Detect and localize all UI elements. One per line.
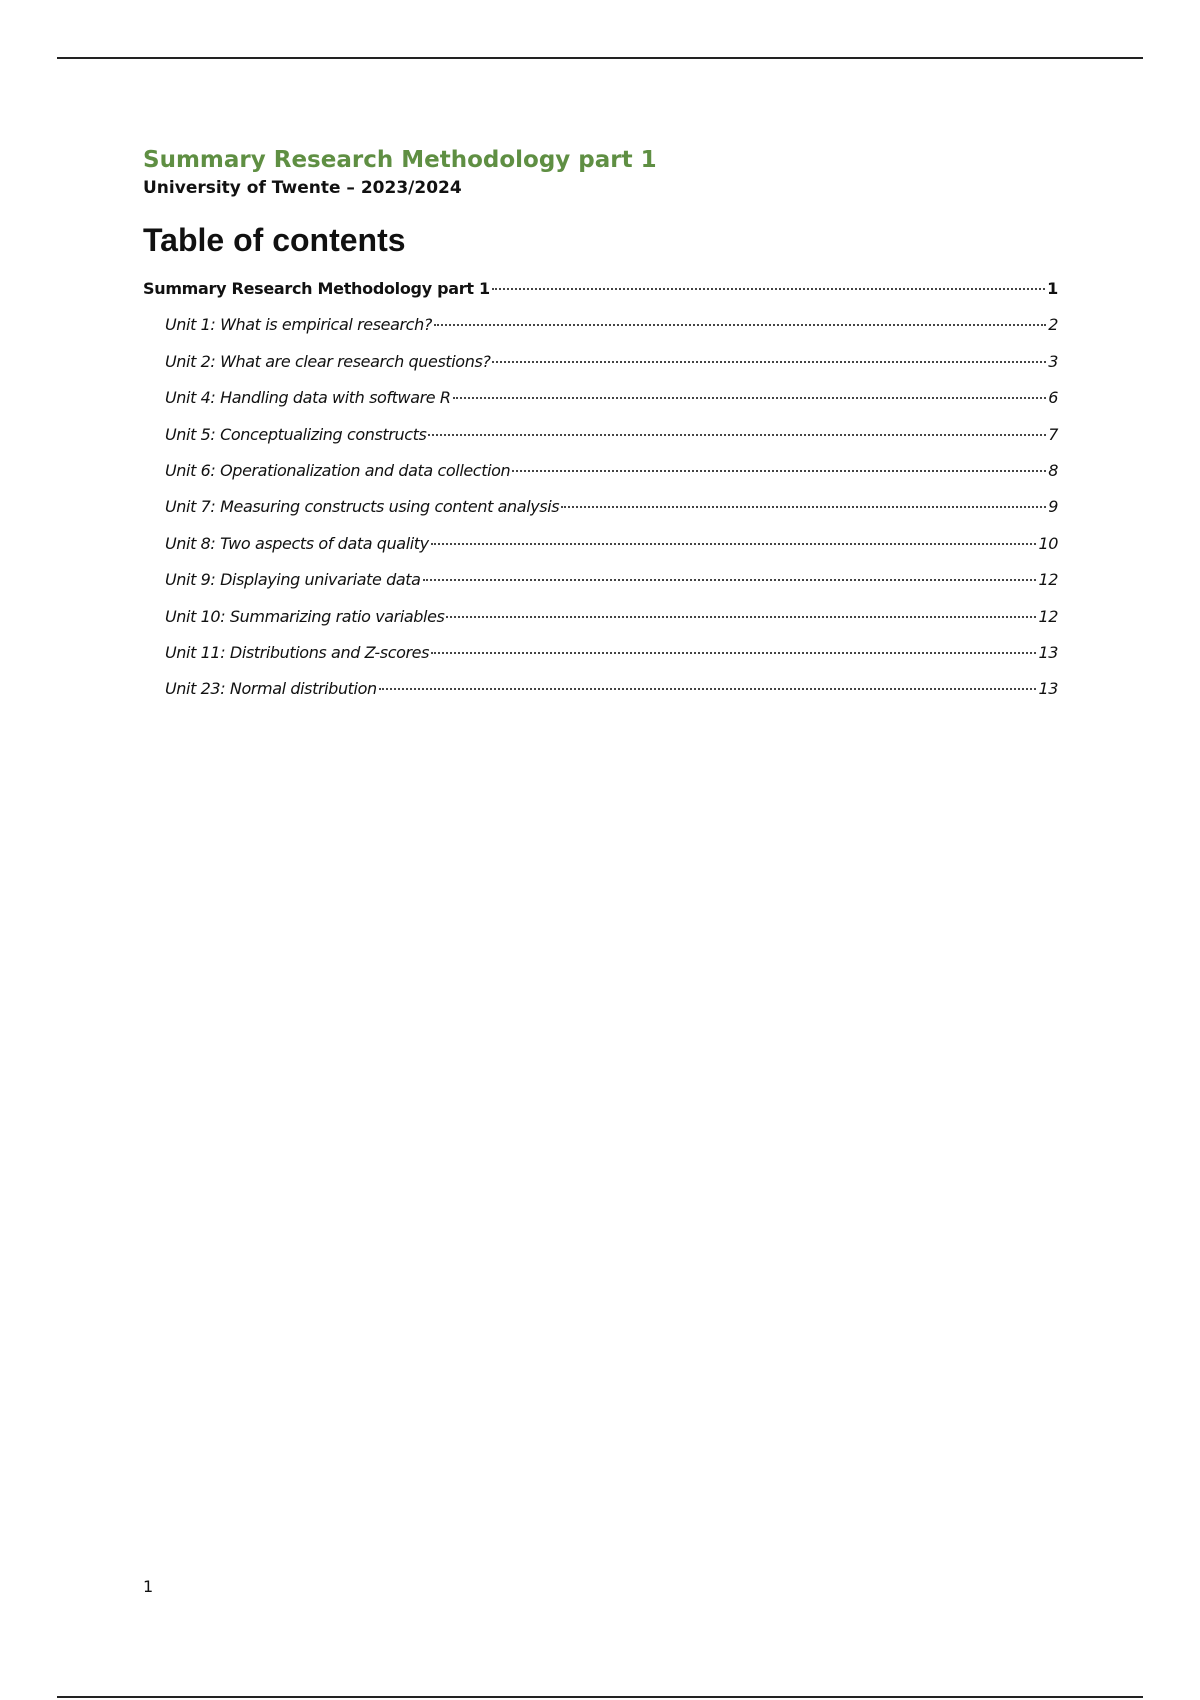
toc-entry[interactable] xyxy=(143,460,1058,496)
toc-entry-page: 2 xyxy=(1048,315,1058,335)
toc-entry-label: Unit 23: Normal distribution xyxy=(165,679,377,699)
toc-dot-leader xyxy=(431,652,1036,654)
toc-entry[interactable] xyxy=(143,496,1058,532)
toc-entry-page: 12 xyxy=(1038,570,1058,590)
toc-entry[interactable] xyxy=(143,314,1058,350)
toc-entry[interactable] xyxy=(143,678,1058,714)
toc-entry[interactable] xyxy=(143,533,1058,569)
toc-dot-leader xyxy=(453,397,1047,399)
toc-entry[interactable] xyxy=(143,642,1058,678)
toc-entry-label: Unit 11: Distributions and Z-scores xyxy=(165,642,430,662)
toc-entry-page: 10 xyxy=(1038,533,1058,553)
header-rule xyxy=(57,57,1143,59)
document-page xyxy=(143,144,1058,715)
toc-dot-leader xyxy=(446,616,1036,618)
toc-entry[interactable] xyxy=(143,569,1058,605)
toc-entry-page: 1 xyxy=(1047,279,1058,298)
document-subtitle: University of Twente – 2023/2024 xyxy=(143,178,462,198)
toc-entry-page: 3 xyxy=(1048,351,1058,371)
toc-entry-page: 8 xyxy=(1048,460,1058,480)
footer-rule xyxy=(57,1696,1143,1698)
toc-entry-label: Unit 6: Operationalization and data collection xyxy=(165,460,511,480)
toc-entry-page: 6 xyxy=(1048,388,1058,408)
toc-dot-leader xyxy=(379,688,1037,690)
toc-entry[interactable] xyxy=(143,424,1058,460)
toc-entry-label: Summary Research Methodology part 1 xyxy=(143,279,490,298)
toc-entry-page: 13 xyxy=(1038,679,1058,699)
toc-dot-leader xyxy=(561,506,1046,508)
toc-entry-label: Unit 1: What is empirical research? xyxy=(165,315,432,335)
toc-heading: Table of contents xyxy=(143,222,406,258)
toc-dot-leader xyxy=(431,543,1037,545)
toc-entry-label: Unit 8: Two aspects of data quality xyxy=(165,533,429,553)
toc-entry-label: Unit 4: Handling data with software R xyxy=(165,388,451,408)
toc-entry-label: Unit 9: Displaying univariate data xyxy=(165,570,421,590)
toc-entry-label: Unit 10: Summarizing ratio variables xyxy=(165,606,445,626)
toc-entry[interactable] xyxy=(143,606,1058,642)
toc-entry[interactable] xyxy=(143,387,1058,423)
toc-dot-leader xyxy=(492,288,1045,290)
toc-entry[interactable] xyxy=(143,278,1058,314)
toc-dot-leader xyxy=(492,361,1046,363)
toc-entry-label: Unit 7: Measuring constructs using content analysis xyxy=(165,497,560,517)
toc-entry-page: 12 xyxy=(1038,606,1058,626)
document-title: Summary Research Methodology part 1 xyxy=(143,147,657,173)
table-of-contents xyxy=(143,278,1058,715)
toc-entry-label: Unit 2: What are clear research questions? xyxy=(165,351,491,371)
toc-dot-leader xyxy=(423,579,1037,581)
toc-entry-page: 13 xyxy=(1038,642,1058,662)
toc-entry-label: Unit 5: Conceptualizing constructs xyxy=(165,424,427,444)
toc-entry-page: 7 xyxy=(1048,424,1058,444)
toc-entry-page: 9 xyxy=(1048,497,1058,517)
toc-dot-leader xyxy=(428,434,1046,436)
toc-dot-leader xyxy=(434,324,1046,326)
toc-entry[interactable] xyxy=(143,351,1058,387)
page-number: 1 xyxy=(143,1577,154,1596)
toc-dot-leader xyxy=(512,470,1046,472)
